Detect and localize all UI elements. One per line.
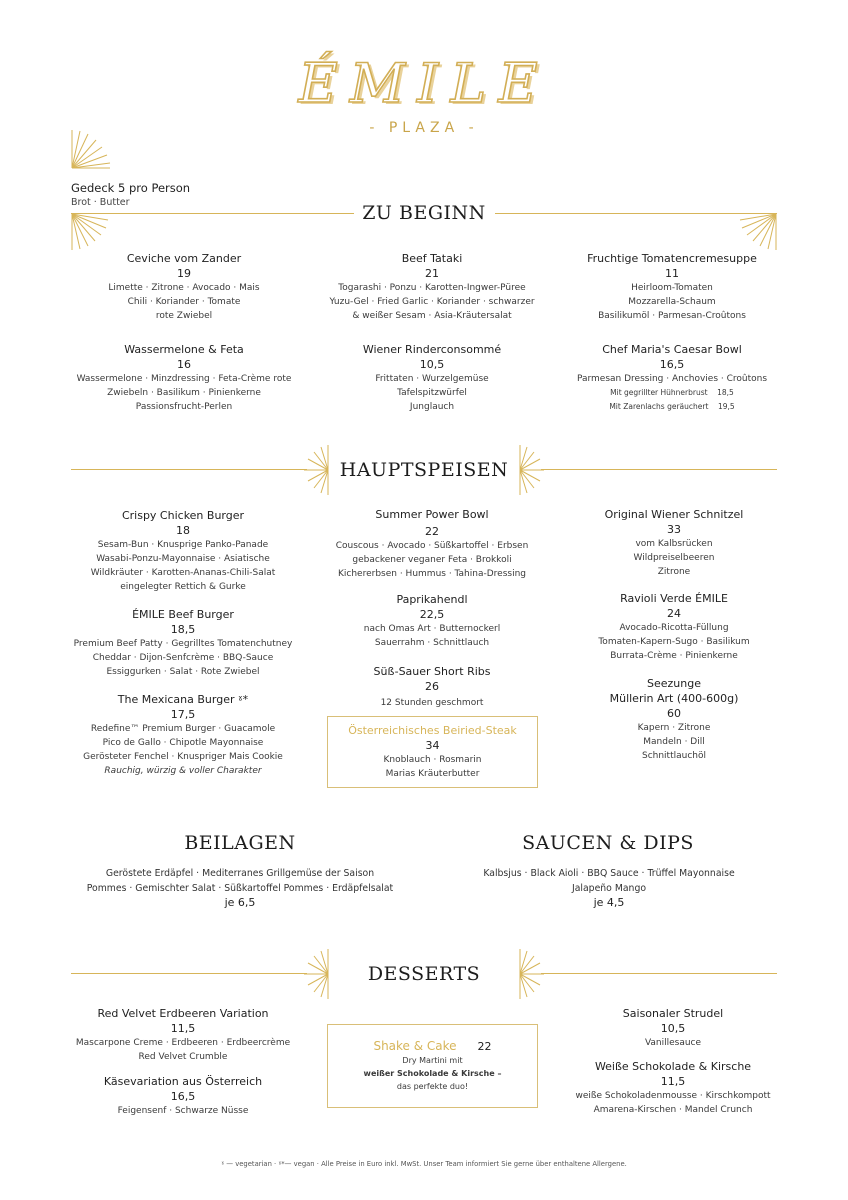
dish-name: Red Velvet Erdbeeren Variation — [97, 1007, 269, 1020]
dish-name: Wiener Rinderconsommé — [362, 343, 502, 356]
dessert-cheese — [70, 1074, 296, 1118]
dessert-strudel — [560, 1006, 786, 1050]
dish-desc: Pico de Gallo · Chipotle Mayonnaise — [102, 738, 264, 748]
fan-ornament-icon — [70, 214, 110, 252]
dish-extra — [570, 386, 774, 400]
dish-desc: weißer Schokolade & Kirsche – — [363, 1069, 502, 1078]
dish-name: Österreichisches Beiried-Steak — [348, 724, 517, 737]
dish-desc: Wildkräuter · Karotten-Ananas-Chili-Salat — [90, 568, 276, 578]
dish-name: Beef Tataki — [401, 252, 463, 265]
dish-desc: Cheddar · Dijon-Senfcrème · BBQ-Sauce — [92, 653, 274, 663]
dish-desc: Schnittlauchöl — [641, 751, 706, 761]
dish-ceviche — [84, 251, 284, 323]
dish-desc: Kichererbsen · Hummus · Tahina-Dressing — [338, 569, 526, 579]
dish-desc: Redefine™ Premium Burger · Guacamole — [90, 724, 276, 734]
dish-desc: Couscous · Avocado · Süßkartoffel · Erbsen — [335, 541, 529, 551]
dish-desc: Red Velvet Crumble — [138, 1052, 228, 1062]
dish-name: Ravioli Verde ÉMILE — [620, 592, 728, 605]
dish-desc: Limette · Zitrone · Avocado · Mais — [108, 283, 260, 293]
dish-price: 10,5 — [419, 358, 445, 371]
dish-desc: Knoblauch · Rosmarin — [383, 755, 482, 765]
dish-desc: Yuzu-Gel · Fried Garlic · Koriander · schwarzer — [329, 297, 535, 307]
dish-desc: rote Zwiebel — [155, 311, 213, 321]
dish-tagline: Rauchig, würzig & voller Charakter — [104, 766, 262, 776]
dish-paprikahendl — [336, 592, 528, 650]
dish-schnitzel — [580, 507, 768, 579]
dish-name: Müllerin Art (400-600g) — [609, 692, 739, 705]
dish-desc: Gerösteter Fenchel · Knuspriger Mais Cookie — [83, 752, 283, 762]
sides-line: Geröstete Erdäpfel · Mediterranes Grillgemüse der Saison — [105, 868, 375, 879]
dish-desc: Kapern · Zitrone — [637, 723, 711, 733]
fan-ornament-icon — [738, 214, 778, 252]
featured-steak-box — [327, 716, 538, 788]
dish-name: Ceviche vom Zander — [126, 252, 242, 265]
dish-name: Seezunge — [647, 677, 701, 690]
dish-name: Weiße Schokolade & Kirsche — [594, 1060, 752, 1073]
dish-price: 19 — [177, 267, 191, 280]
dish-desc: Feigensenf · Schwarze Nüsse — [117, 1106, 249, 1116]
fan-ornament-icon — [70, 128, 112, 170]
dish-power-bowl — [316, 507, 548, 581]
dish-price: 16,5 — [170, 1090, 196, 1103]
dish-desc: Heirloom-Tomaten — [631, 283, 713, 293]
sunburst-left-icon — [302, 948, 330, 1000]
extra-price: 19,5 — [717, 402, 735, 411]
dish-desc: das perfekte duo! — [396, 1082, 469, 1091]
dish-desc: gebackener veganer Feta · Brokkoli — [352, 555, 512, 565]
dish-price: 17,5 — [170, 708, 196, 721]
divider-line — [71, 973, 307, 974]
sunburst-right-icon — [518, 444, 546, 496]
dish-desc: Premium Beef Patty · Gegrilltes Tomatenchutney — [73, 639, 293, 649]
dish-desc: Parmesan Dressing · Anchovies · Croûtons — [576, 374, 768, 384]
dish-extra — [570, 400, 774, 414]
dish-desc: Tomaten-Kapern-Sugo · Basilikum — [598, 637, 750, 647]
dish-desc: nach Omas Art · Butternockerl — [363, 624, 501, 634]
dish-price: 60 — [667, 707, 681, 720]
dish-caesar — [570, 342, 774, 414]
dish-desc: 12 Stunden geschmort — [380, 698, 484, 708]
dish-price: 21 — [425, 267, 439, 280]
section-title-desserts: DESSERTS — [367, 963, 481, 985]
dish-name: Crispy Chicken Burger — [121, 509, 245, 522]
dish-name: Chef Maria's Caesar Bowl — [602, 343, 742, 356]
dish-desc: Marias Kräuterbutter — [385, 769, 480, 779]
dish-desc: Sesam-Bun · Knusprige Panko-Panade — [97, 540, 269, 550]
dish-name: Saisonaler Strudel — [622, 1007, 724, 1020]
dish-name: Süß-Sauer Short Ribs — [373, 665, 491, 678]
dish-sole — [580, 676, 768, 763]
sides-block — [70, 866, 410, 909]
dish-desc: Basilikumöl · Parmesan-Croûtons — [598, 311, 746, 321]
dish-short-ribs — [336, 664, 528, 710]
section-title-mains: HAUPTSPEISEN — [339, 459, 509, 481]
dish-desc: Wasabi-Ponzu-Mayonnaise · Asiatische — [96, 554, 270, 564]
dish-mexicana-burger — [66, 692, 300, 778]
dish-desc: Mandeln · Dill — [643, 737, 705, 747]
dish-beef-burger — [66, 607, 300, 679]
dish-ravioli — [580, 591, 768, 663]
dish-name: Wassermelone & Feta — [124, 343, 244, 356]
dish-desc: Junglauch — [409, 402, 455, 412]
sauces-line: Jalapeño Mango — [571, 883, 647, 894]
section-title-sauces: SAUCEN & DIPS — [522, 832, 694, 854]
dish-price: 11 — [665, 267, 679, 280]
dish-desc: & weißer Sesam · Asia-Kräutersalat — [352, 311, 512, 321]
divider-line — [71, 213, 354, 214]
dish-title-row — [328, 1039, 537, 1054]
extra-label: Mit gegrillter Hühnerbrust — [610, 388, 708, 397]
cover-charge-title: Gedeck 5 pro Person — [71, 181, 191, 195]
dish-name: Fruchtige Tomatencremesuppe — [587, 252, 757, 265]
dessert-red-velvet — [70, 1006, 296, 1064]
sauces-block — [468, 866, 750, 909]
dish-price: 16,5 — [659, 358, 685, 371]
dish-price: 34 — [425, 739, 440, 752]
dish-name: Summer Power Bowl — [375, 508, 489, 521]
dish-price: 24 — [667, 607, 681, 620]
dish-name: Paprikahendl — [396, 593, 468, 606]
dish-desc: Zwiebeln · Basilikum · Pinienkerne — [107, 388, 261, 398]
brand-logo: ÉMILE — [298, 52, 550, 115]
dish-price: 22 — [477, 1040, 492, 1053]
section-title-starters: ZU BEGINN — [362, 202, 486, 224]
dish-desc: weiße Schokoladenmousse · Kirschkompott — [575, 1091, 771, 1101]
dish-price: 11,5 — [660, 1075, 686, 1088]
dish-desc: Essiggurken · Salat · Rote Zwiebel — [106, 667, 260, 677]
divider-line — [495, 213, 777, 214]
dish-desc: Chili · Koriander · Tomate — [127, 297, 241, 307]
sauces-line: Kalbsjus · Black Aioli · BBQ Sauce · Trüffel Mayonnaise — [483, 868, 735, 879]
dish-desc: Dry Martini mit — [402, 1056, 463, 1065]
dish-desc: vom Kalbsrücken — [635, 539, 713, 549]
dish-price: 16 — [177, 358, 191, 371]
dish-desc: Wildpreiselbeeren — [633, 553, 715, 563]
dish-price: 22,5 — [419, 608, 445, 621]
divider-line — [541, 973, 777, 974]
extra-label: Mit Zarenlachs geräuchert — [609, 402, 709, 411]
dish-watermelon — [70, 342, 298, 414]
sides-line: Pommes · Gemischter Salat · Süßkartoffel Pommes · Erdäpfelsalat — [86, 883, 394, 894]
sunburst-right-icon — [518, 948, 546, 1000]
dish-name: Käsevariation aus Österreich — [103, 1075, 263, 1088]
cover-charge-desc: Brot · Butter — [71, 197, 130, 208]
dish-name: ÉMILE Beef Burger — [132, 608, 234, 621]
extra-price: 18,5 — [717, 388, 734, 397]
dish-desc: Frittaten · Wurzelgemüse — [375, 374, 489, 384]
sauces-price: je 4,5 — [593, 896, 625, 909]
dish-desc: Wassermelone · Minzdressing · Feta-Crème rote — [76, 374, 292, 384]
dish-consomme — [324, 342, 540, 414]
dish-price: 11,5 — [170, 1022, 196, 1035]
dish-price: 26 — [425, 680, 439, 693]
dish-desc: Burrata-Crème · Pinienkerne — [610, 651, 738, 661]
featured-shake-cake-box — [327, 1024, 538, 1108]
dish-crispy-chicken — [70, 508, 296, 594]
sides-price: je 6,5 — [224, 896, 256, 909]
dish-desc: Mozzarella-Schaum — [628, 297, 716, 307]
dish-name: Shake & Cake — [373, 1039, 457, 1053]
dish-desc: Avocado-Ricotta-Füllung — [619, 623, 729, 633]
dessert-white-chocolate — [560, 1059, 786, 1117]
dish-desc: Amarena-Kirschen · Mandel Crunch — [593, 1105, 753, 1115]
brand-subtitle: - PLAZA - — [369, 120, 479, 136]
dish-desc: Vanillesauce — [644, 1038, 702, 1048]
dish-tomato-soup — [572, 251, 772, 323]
dish-desc: Tafelspitzwürfel — [397, 388, 467, 398]
dish-desc: Passionsfrucht-Perlen — [135, 402, 233, 412]
footer-note: ˠ — vegetarian · ˠ*— vegan · Alle Preise in Euro inkl. MwSt. Unser Team informiert Sie gerne über enthaltene Allergene. — [221, 1160, 627, 1168]
dish-desc: Sauerrahm · Schnittlauch — [374, 638, 490, 648]
divider-line — [71, 469, 307, 470]
dish-desc: Togarashi · Ponzu · Karotten-Ingwer-Püree — [338, 283, 526, 293]
dish-price: 18,5 — [170, 623, 196, 636]
dish-price: 18 — [176, 524, 190, 537]
dish-price: 22 — [425, 525, 439, 538]
section-title-sides: BEILAGEN — [184, 832, 296, 854]
dish-desc: Mascarpone Creme · Erdbeeren · Erdbeercrème — [75, 1038, 291, 1048]
dish-name: The Mexicana Burger ˠ* — [117, 693, 249, 706]
sunburst-left-icon — [302, 444, 330, 496]
dish-desc: Zitrone — [657, 567, 691, 577]
dish-price: 10,5 — [660, 1022, 686, 1035]
dish-desc: eingelegter Rettich & Gurke — [120, 582, 246, 592]
dish-tataki — [314, 251, 550, 323]
dish-name: Original Wiener Schnitzel — [604, 508, 744, 521]
divider-line — [541, 469, 777, 470]
dish-price: 33 — [667, 523, 681, 536]
